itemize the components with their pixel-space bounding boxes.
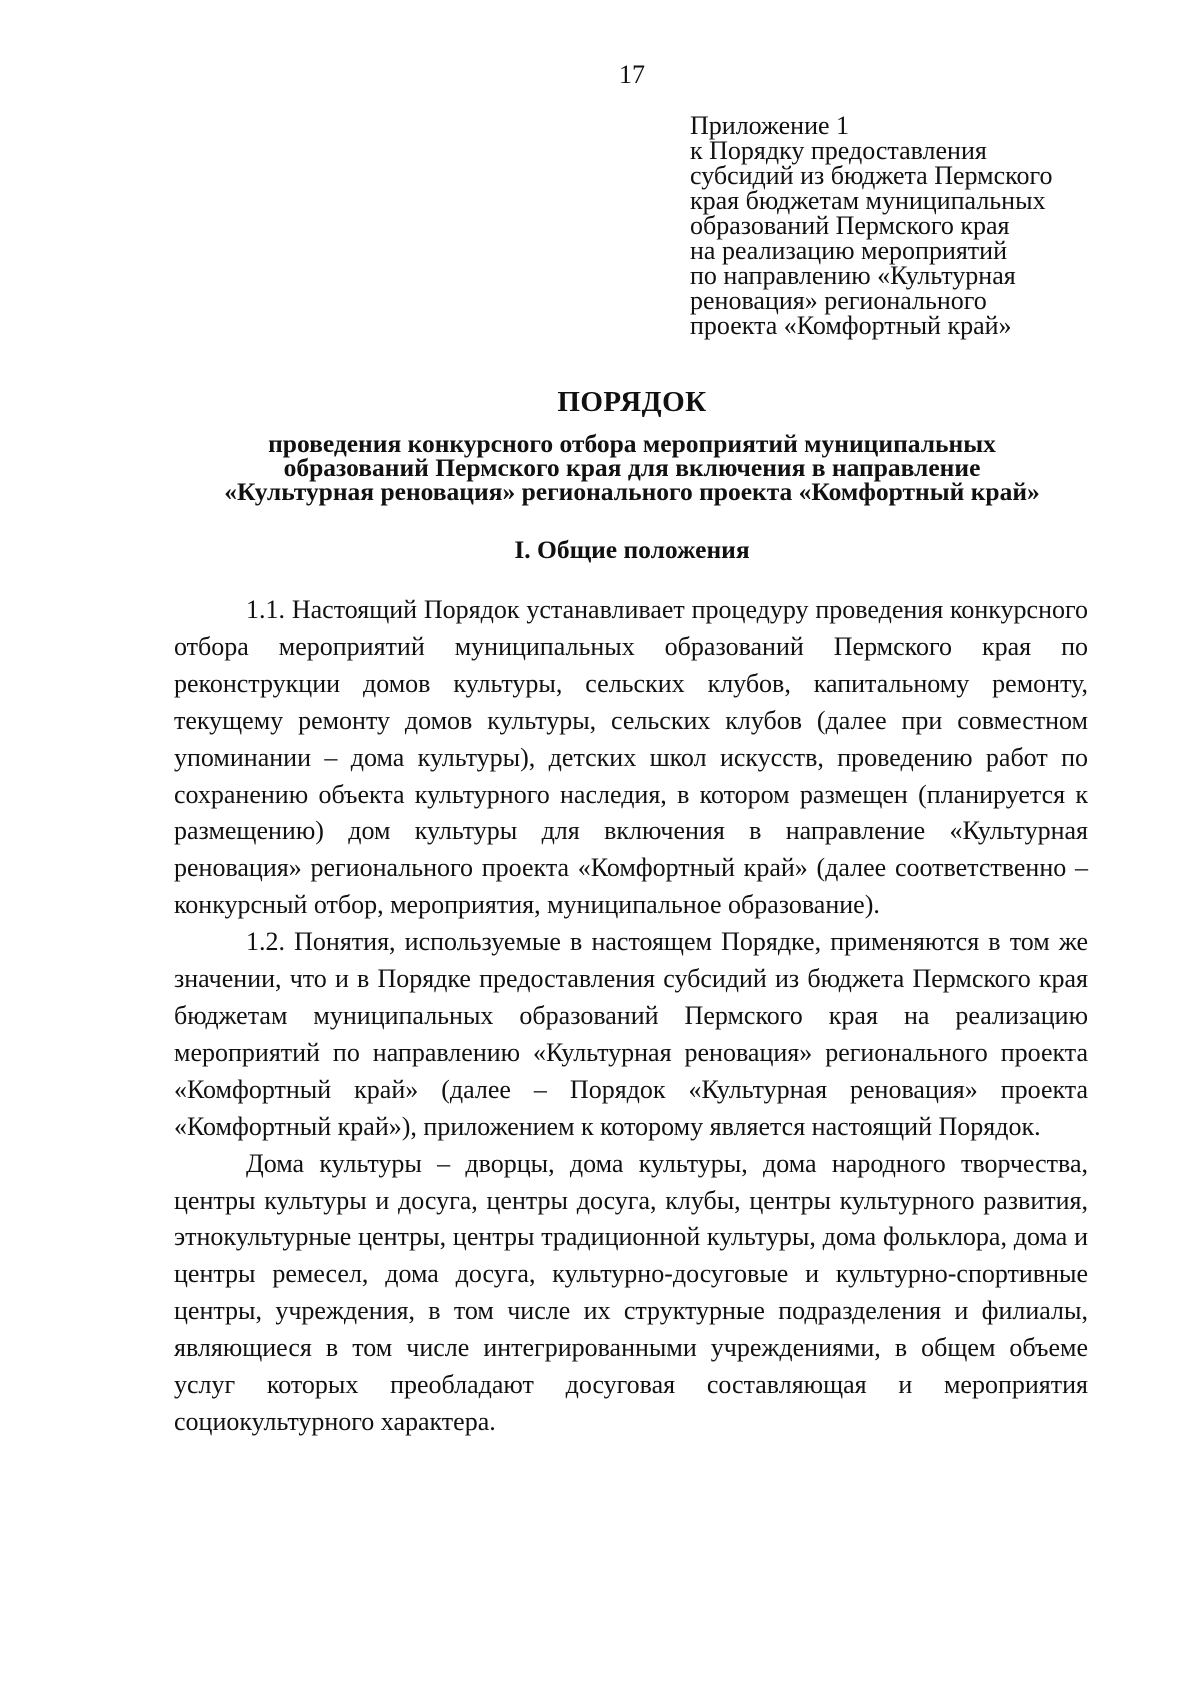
subtitle-line: образований Пермского края для включения в направление <box>283 453 981 482</box>
page-number: 17 <box>619 60 645 89</box>
section-body <box>174 592 1088 1441</box>
document-title: ПОРЯДОК <box>557 386 707 418</box>
subtitle-line: проведения конкурсного отбора мероприятий муниципальных <box>268 429 996 458</box>
appendix-line: по направлению «Культурная <box>690 261 1016 290</box>
subtitle-line: «Культурная реновация» регионального проекта «Комфортный край» <box>224 477 1040 506</box>
paragraph-definition: Дома культуры – дворцы, дома культуры, дома народного творчества, центры культуры и досуга, центры досуга, клубы, центры культурного развития, этнокультурные центры, центры традиционной культуры, дома фольклора, дома и центры ремесел, дома досуга, культурно-досуговые и культурно-спортивные центры, учреждения, в том числе их структурные подразделения и филиалы, являющиеся в том числе интегрированными учреждениями, в общем объеме услуг которых преобладают досуговая составляющая и мероприятия социокультурного характера. <box>174 1148 1088 1436</box>
appendix-line: края бюджетам муниципальных <box>690 186 1046 215</box>
document-subtitle <box>170 429 1094 506</box>
appendix-line: реновация» регионального <box>690 286 987 315</box>
section-heading: I. Общие положения <box>514 535 750 564</box>
appendix-line: проекта «Комфортный край» <box>690 311 1012 340</box>
appendix-line: на реализацию мероприятий <box>690 236 1008 265</box>
appendix-line: Приложение 1 <box>690 111 850 140</box>
appendix-line: образований Пермского края <box>690 211 1010 240</box>
paragraph-1-2: 1.2. Понятия, используемые в настоящем Порядке, применяются в том же значении, что и в Порядке предоставления субсидий из бюджета Пермского края бюджетам муниципальных образований Пермского края на реализацию мероприятий по направлению «Культурная реновация» регионального проекта «Комфортный край» (далее – Порядок «Культурная реновация» проекта «Комфортный край»), приложением к которому является настоящий Порядок. <box>174 927 1088 1141</box>
appendix-line: субсидий из бюджета Пермского <box>690 161 1053 190</box>
paragraph-1-1: 1.1. Настоящий Порядок устанавливает процедуру проведения конкурсного отбора мероприятий муниципальных образований Пермского края по реконструкции домов культуры, сельских клубов, капитальному ремонту, текущему ремонту домов культуры, сельских клубов (далее при совместном упоминании – дома культуры), детских школ искусств, проведению работ по сохранению объекта культурного наследия, в котором размещен (планируется к размещению) дом культуры для включения в направление «Культурная реновация» регионального проекта «Комфортный край» (далее соответственно – конкурсный отбор, мероприятия, муниципальное образование). <box>174 595 1088 920</box>
appendix-line: к Порядку предоставления <box>690 136 987 165</box>
appendix-note <box>690 113 1120 338</box>
